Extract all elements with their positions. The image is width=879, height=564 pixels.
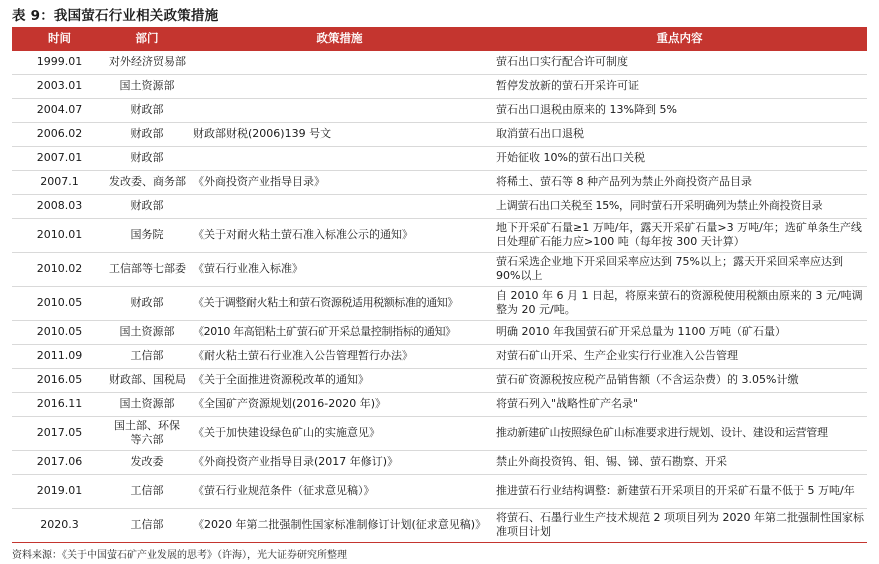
cell-time: 2010.01 xyxy=(12,218,107,252)
cell-policy: 《全国矿产资源规划(2016-2020 年)》 xyxy=(187,392,492,416)
cell-policy: 《耐火粘土萤石行业准入公告管理暂行办法》 xyxy=(187,344,492,368)
cell-policy xyxy=(187,74,492,98)
table-row xyxy=(12,474,867,508)
table-row xyxy=(12,392,867,416)
cell-dept: 发改委、商务部 xyxy=(107,170,187,194)
cell-time: 2011.09 xyxy=(12,344,107,368)
cell-point: 自 2010 年 6 月 1 日起，将原来萤石的资源税使用税额由原来的 3 元/吨调整为 20 元/吨。 xyxy=(492,286,867,320)
cell-policy: 《关于加快建设绿色矿山的实施意见》 xyxy=(187,416,492,450)
cell-policy: 《关于对耐火粘土萤石准入标准公示的通知》 xyxy=(187,218,492,252)
table-row xyxy=(12,170,867,194)
source-note: 资料来源：《关于中国萤石矿产业发展的思考》（许海），光大证券研究所整理 xyxy=(12,549,347,561)
cell-dept: 工信部 xyxy=(107,508,187,542)
policy-table xyxy=(12,27,867,543)
table-row xyxy=(12,218,867,252)
cell-point: 将萤石列入"战略性矿产名录" xyxy=(492,392,867,416)
cell-point: 萤石矿资源税按应税产品销售额（不含运杂费）的 3.05%计缴 xyxy=(492,368,867,392)
table-row xyxy=(12,286,867,320)
cell-point: 禁止外商投资钨、钼、锡、锑、萤石勘察、开采 xyxy=(492,450,867,474)
cell-time: 2008.03 xyxy=(12,194,107,218)
cell-dept: 财政部 xyxy=(107,146,187,170)
table-row xyxy=(12,450,867,474)
cell-policy xyxy=(187,146,492,170)
cell-time: 2007.1 xyxy=(12,170,107,194)
cell-policy: 《萤石行业规范条件（征求意见稿）》 xyxy=(187,474,492,508)
table-row xyxy=(12,320,867,344)
cell-point: 萤石采选企业地下开采回采率应达到 75%以上；露天开采回采率应达到 90%以上 xyxy=(492,252,867,286)
cell-point: 推动新建矿山按照绿色矿山标准要求进行规划、设计、建设和运营管理 xyxy=(492,416,867,450)
table-row xyxy=(12,416,867,450)
cell-policy: 《关于调整耐火粘土和萤石资源税适用税额标准的通知》 xyxy=(187,286,492,320)
cell-point: 上调萤石出口关税至 15%，同时萤石开采明确列为禁止外商投资目录 xyxy=(492,194,867,218)
cell-time: 2003.01 xyxy=(12,74,107,98)
cell-policy: 《2010 年高铝粘土矿萤石矿开采总量控制指标的通知》 xyxy=(187,320,492,344)
header-time: 时间 xyxy=(12,27,107,50)
cell-dept: 工信部 xyxy=(107,344,187,368)
cell-time: 2016.11 xyxy=(12,392,107,416)
cell-time: 2017.05 xyxy=(12,416,107,450)
table-row xyxy=(12,508,867,542)
cell-time: 1999.01 xyxy=(12,50,107,74)
cell-point: 地下开采矿石量≥1 万吨/年，露天开采矿石量>3 万吨/年；选矿单条生产线日处理矿石能力应>100 吨（每年按 300 天计算） xyxy=(492,218,867,252)
cell-dept: 财政部 xyxy=(107,122,187,146)
cell-dept: 工信部 xyxy=(107,474,187,508)
cell-policy: 《萤石行业准入标准》 xyxy=(187,252,492,286)
cell-point: 取消萤石出口退税 xyxy=(492,122,867,146)
cell-dept: 国务院 xyxy=(107,218,187,252)
cell-policy xyxy=(187,50,492,74)
table-row xyxy=(12,344,867,368)
cell-point: 将稀土、萤石等 8 种产品列为禁止外商投资产品目录 xyxy=(492,170,867,194)
table-row xyxy=(12,368,867,392)
cell-dept: 财政部 xyxy=(107,286,187,320)
cell-point: 明确 2010 年我国萤石矿开采总量为 1100 万吨（矿石量） xyxy=(492,320,867,344)
table-header-row xyxy=(12,27,867,50)
cell-point: 推进萤石行业结构调整：新建萤石开采项目的开采矿石量不低于 5 万吨/年 xyxy=(492,474,867,508)
table-row xyxy=(12,74,867,98)
cell-policy: 《外商投资产业指导目录(2017 年修订)》 xyxy=(187,450,492,474)
cell-point: 开始征收 10%的萤石出口关税 xyxy=(492,146,867,170)
header-point: 重点内容 xyxy=(492,27,867,50)
cell-point: 萤石出口退税由原来的 13%降到 5% xyxy=(492,98,867,122)
table-row xyxy=(12,194,867,218)
cell-point: 对萤石矿山开采、生产企业实行行业准入公告管理 xyxy=(492,344,867,368)
cell-policy: 财政部财税(2006)139 号文 xyxy=(187,122,492,146)
cell-point: 萤石出口实行配合许可制度 xyxy=(492,50,867,74)
cell-time: 2010.05 xyxy=(12,286,107,320)
cell-dept: 国土资源部 xyxy=(107,320,187,344)
cell-time: 2020.3 xyxy=(12,508,107,542)
table-row xyxy=(12,122,867,146)
cell-dept: 国土部、环保等六部 xyxy=(107,416,187,450)
cell-policy: 《关于全面推进资源税改革的通知》 xyxy=(187,368,492,392)
cell-time: 2004.07 xyxy=(12,98,107,122)
table-row xyxy=(12,252,867,286)
cell-dept: 工信部等七部委 xyxy=(107,252,187,286)
cell-dept: 对外经济贸易部 xyxy=(107,50,187,74)
cell-policy: 《2020 年第二批强制性国家标准制修订计划(征求意见稿)》 xyxy=(187,508,492,542)
cell-time: 2007.01 xyxy=(12,146,107,170)
cell-point: 暂停发放新的萤石开采许可证 xyxy=(492,74,867,98)
cell-time: 2016.05 xyxy=(12,368,107,392)
cell-policy xyxy=(187,194,492,218)
cell-dept: 财政部 xyxy=(107,98,187,122)
cell-dept: 国土资源部 xyxy=(107,74,187,98)
cell-time: 2019.01 xyxy=(12,474,107,508)
table-row xyxy=(12,98,867,122)
cell-time: 2010.02 xyxy=(12,252,107,286)
cell-dept: 财政部 xyxy=(107,194,187,218)
table-row xyxy=(12,50,867,74)
cell-dept: 财政部、国税局 xyxy=(107,368,187,392)
cell-dept: 发改委 xyxy=(107,450,187,474)
cell-time: 2006.02 xyxy=(12,122,107,146)
cell-point: 将萤石、石墨行业生产技术规范 2 项项目列为 2020 年第二批强制性国家标准项目计划 xyxy=(492,508,867,542)
header-policy: 政策措施 xyxy=(187,27,492,50)
table-row xyxy=(12,146,867,170)
header-dept: 部门 xyxy=(107,27,187,50)
cell-policy xyxy=(187,98,492,122)
cell-policy: 《外商投资产业指导目录》 xyxy=(187,170,492,194)
cell-time: 2010.05 xyxy=(12,320,107,344)
cell-dept: 国土资源部 xyxy=(107,392,187,416)
cell-time: 2017.06 xyxy=(12,450,107,474)
table-title: 表 9：我国萤石行业相关政策措施 xyxy=(12,8,219,24)
